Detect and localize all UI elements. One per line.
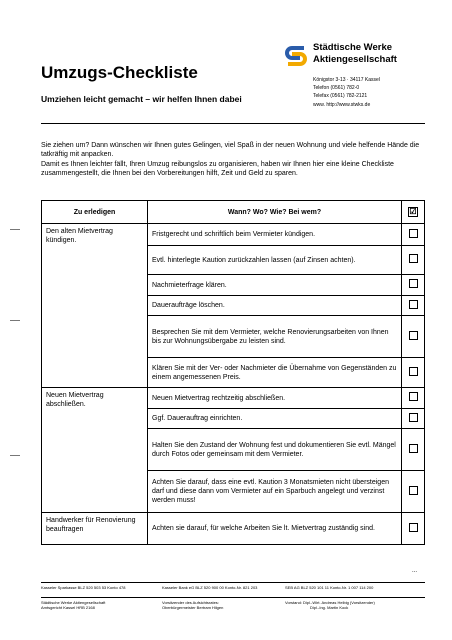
company-name-line1: Städtische Werke xyxy=(313,42,393,53)
checkmark-icon: ☑ xyxy=(409,207,417,216)
footer-chair-1: Vorsitzender des Aufsichtsrates: xyxy=(162,600,219,605)
checkbox[interactable] xyxy=(409,392,418,401)
checkbox[interactable] xyxy=(409,413,418,422)
company-name xyxy=(313,42,397,66)
checkbox[interactable] xyxy=(409,300,418,309)
footer-board-1: Vorstand: Dipl.-Wirt. Andreas Helbig (Vorsitzender) xyxy=(285,600,375,605)
checkbox[interactable] xyxy=(409,523,418,532)
table-header-row xyxy=(42,201,425,224)
detail-cell: Ggf. Dauerauftrag einrichten. xyxy=(148,409,402,429)
company-name-line2: Aktiengesellschaft xyxy=(313,54,397,65)
checkbox-cell[interactable] xyxy=(402,316,425,358)
detail-cell: Achten sie darauf, für welche Arbeiten Sie lt. Mietvertrag zuständig sind. xyxy=(148,513,402,545)
address-web: www. http://www.stwks.de xyxy=(313,101,371,108)
address-street: Königstor 3-13 · 34117 Kassel xyxy=(313,77,380,83)
fold-mark xyxy=(10,455,20,456)
task-cell: Neuen Mietvertrag abschließen. xyxy=(42,388,148,513)
task-cell: Den alten Mietvertrag kündigen. xyxy=(42,224,148,388)
continuation-marker: ... xyxy=(412,568,418,574)
footer-chair xyxy=(162,600,223,610)
footer-divider xyxy=(41,597,425,598)
footer-legal-1: Städtische Werke Aktiengesellschaft xyxy=(41,600,106,605)
checkbox-cell[interactable] xyxy=(402,388,425,409)
footer-bank-2: Kasseler Bank eG BLZ 520 900 00 Konto-Nr. 821 203 xyxy=(162,585,258,590)
checkbox-cell[interactable] xyxy=(402,358,425,388)
footer-chair-2: Oberbürgermeister Bertram Hilgen xyxy=(162,605,224,610)
footer-legal-2: Amtsgericht Kassel HRB 2168 xyxy=(41,605,95,610)
task-cell: Handwerker für Renovierung beauftragen xyxy=(42,513,148,545)
detail-cell: Halten Sie den Zustand der Wohnung fest und dokumentieren Sie evtl. Mängel durch Fotos oder gemeinsam mit dem Vermieter. xyxy=(148,429,402,471)
detail-cell: Klären Sie mit der Ver- oder Nachmieter die Übernahme von Gegenständen zu einem angemessenen Preis. xyxy=(148,358,402,388)
checkbox-cell[interactable] xyxy=(402,246,425,275)
table-row xyxy=(42,513,425,545)
checkbox-cell[interactable] xyxy=(402,296,425,316)
company-address xyxy=(313,76,380,109)
checkbox[interactable] xyxy=(409,331,418,340)
footer-board xyxy=(285,600,375,610)
company-logo xyxy=(284,44,308,68)
col-header-check xyxy=(402,201,425,224)
detail-cell: Neuen Mietvertrag rechtzeitig abschließen. xyxy=(148,388,402,409)
detail-cell: Achten Sie darauf, dass eine evtl. Kaution 3 Monatsmieten nicht übersteigen darf und diese dann vom Vermieter auf ein Sparbuch angelegt und verzinst werden muss! xyxy=(148,471,402,513)
address-fax: Telefax (0561) 782-2121 xyxy=(313,93,368,100)
table-row xyxy=(42,224,425,246)
checkbox-cell[interactable] xyxy=(402,275,425,296)
punch-mark xyxy=(10,320,20,321)
checkbox[interactable] xyxy=(409,254,418,263)
checkbox[interactable] xyxy=(409,279,418,288)
footer-bank-1: Kasseler Sparkasse BLZ 520 503 53 Konto 478 xyxy=(41,585,126,590)
checkbox[interactable] xyxy=(409,486,418,495)
fold-mark xyxy=(10,229,20,230)
checkbox-cell[interactable] xyxy=(402,224,425,246)
address-phone: Telefon (0561) 782-0 xyxy=(313,85,360,92)
page-title: Umzugs-Checkliste xyxy=(41,63,198,82)
checkbox-cell[interactable] xyxy=(402,409,425,429)
intro-text xyxy=(41,141,425,178)
intro-paragraph-1: Sie ziehen um? Dann wünschen wir Ihnen gutes Gelingen, viel Spaß in der neuen Wohnung und viele helfende Hände die tatkräftig mit anpacken. xyxy=(41,142,420,159)
checkbox[interactable] xyxy=(409,229,418,238)
checkbox[interactable] xyxy=(409,367,418,376)
detail-cell: Evtl. hinterlegte Kaution zurückzahlen lassen (auf Zinsen achten). xyxy=(148,246,402,275)
header-divider xyxy=(41,123,425,124)
footer-divider xyxy=(41,582,425,583)
table-row xyxy=(42,388,425,409)
footer-legal xyxy=(41,600,105,610)
detail-cell: Daueraufträge löschen. xyxy=(148,296,402,316)
detail-cell: Nachmieterfrage klären. xyxy=(148,275,402,296)
detail-cell: Fristgerecht und schriftlich beim Vermieter kündigen. xyxy=(148,224,402,246)
intro-paragraph-2: Damit es Ihnen leichter fällt, Ihren Umzug reibungslos zu organisieren, haben wir Ihnen hier eine kleine Checkliste zusammengestellt, die Ihnen bei den Vorbereitungen hilft, Zeit und Geld zu sparen. xyxy=(41,160,394,177)
page-subtitle: Umziehen leicht gemacht – wir helfen Ihnen dabei xyxy=(41,94,242,104)
col-header-task: Zu erledigen xyxy=(42,201,148,224)
checkbox-cell[interactable] xyxy=(402,429,425,471)
detail-cell: Besprechen Sie mit dem Vermieter, welche Renovierungsarbeiten von Ihnen bis zur Wohnungsübergabe zu leisten sind. xyxy=(148,316,402,358)
footer-bank-3: SEB AG BLZ 520 101 11 Konto-Nr. 1 007 114 200 xyxy=(285,585,374,590)
checkbox-cell[interactable] xyxy=(402,471,425,513)
col-header-detail: Wann? Wo? Wie? Bei wem? xyxy=(148,201,402,224)
checkbox-cell[interactable] xyxy=(402,513,425,545)
checkbox[interactable] xyxy=(409,444,418,453)
footer-board-2: Dipl.-Ing. Martin Kock xyxy=(310,605,349,610)
checklist-table xyxy=(41,200,425,545)
